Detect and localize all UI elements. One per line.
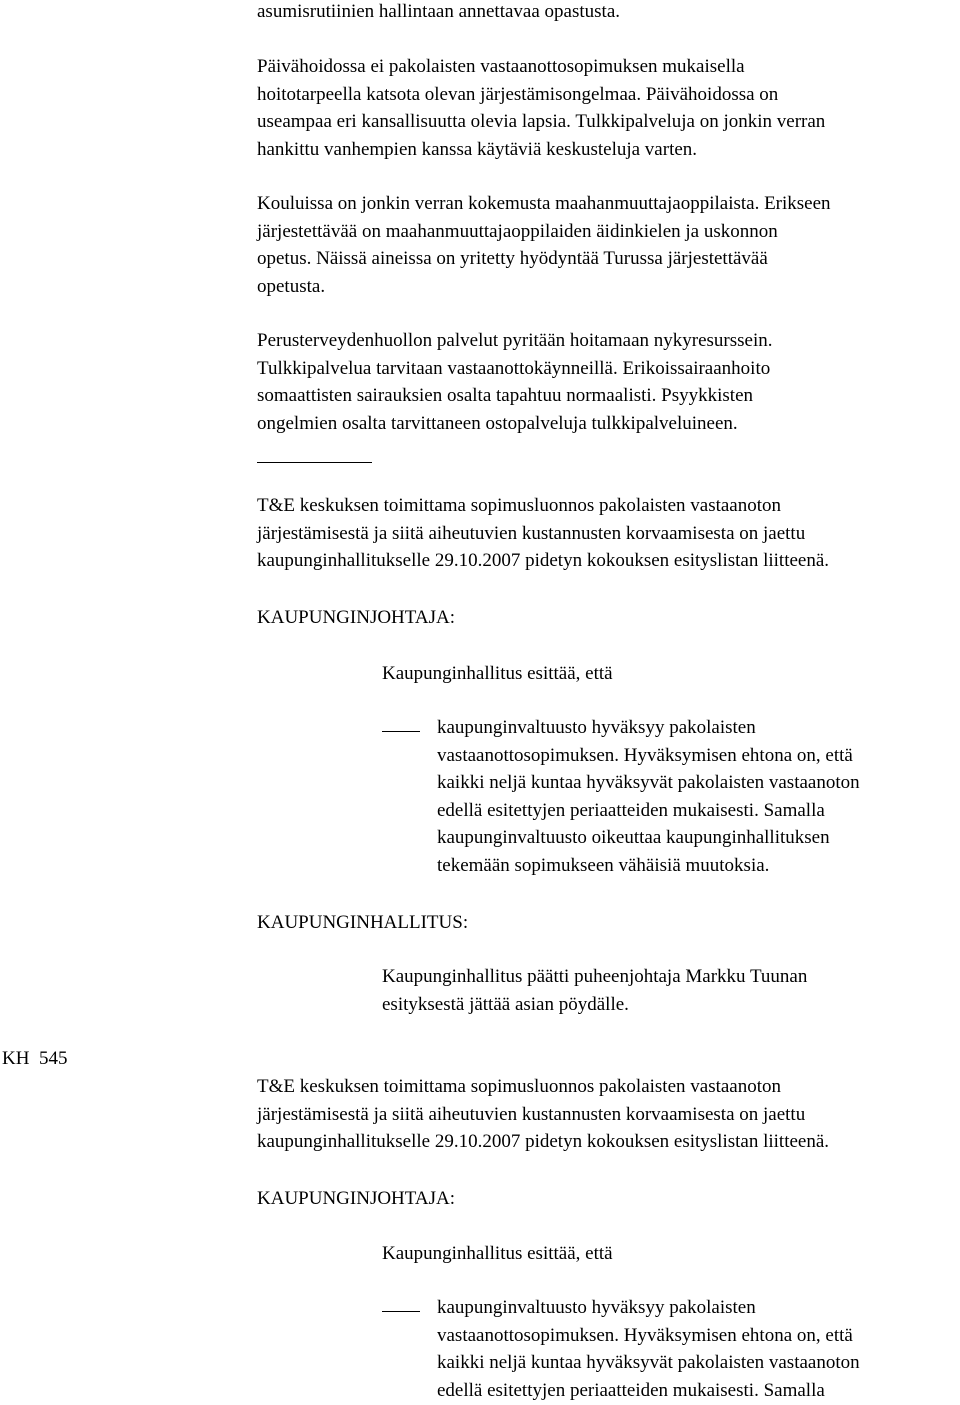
section-heading: KAUPUNGINHALLITUS:: [257, 912, 469, 933]
paragraph-line: hankittu vanhempien kanssa käytäviä keskusteluja varten.: [257, 138, 698, 160]
paragraph-line: Tulkkipalvelua tarvitaan vastaanottokäynneillä. Erikoissairaanhoito: [257, 357, 771, 379]
proposal-intro: Kaupunginhallitus esittää, että: [382, 663, 613, 684]
paragraph-line: järjestettävää on maahanmuuttajaoppilaiden äidinkielen ja uskonnon: [257, 220, 778, 242]
proposal-line: kaupunginvaltuusto oikeuttaa kaupunginhallituksen: [437, 827, 830, 848]
paragraph-line: järjestämisestä ja siitä aiheutuvien kustannusten korvaamisesta on jaettu: [257, 1103, 806, 1125]
paragraph-line: opetusta.: [257, 275, 326, 297]
proposal-intro: Kaupunginhallitus esittää, että: [382, 1243, 613, 1264]
decision-line: esityksestä jättää asian pöydälle.: [382, 993, 629, 1015]
proposal-line: tekemään sopimukseen vähäisiä muutoksia.: [437, 854, 770, 876]
paragraph-line: järjestämisestä ja siitä aiheutuvien kustannusten korvaamisesta on jaettu: [257, 522, 806, 544]
paragraph-line: T&E keskuksen toimittama sopimusluonnos pakolaisten vastaanoton: [257, 1076, 782, 1097]
proposal-line: kaupunginvaltuusto hyväksyy pakolaisten: [437, 717, 756, 738]
paragraph-line: kaupunginhallitukselle 29.10.2007 pidetyn kokouksen esityslistan liitteenä.: [257, 1131, 830, 1152]
paragraph-line: useampaa eri kansallisuutta olevia lapsia. Tulkkipalveluja on jonkin verran: [257, 111, 826, 132]
paragraph-line: T&E keskuksen toimittama sopimusluonnos pakolaisten vastaanoton: [257, 495, 782, 516]
paragraph-line: hoitotarpeella katsota olevan järjestämisongelmaa. Päivähoidossa on: [257, 83, 779, 105]
proposal-line: edellä esitettyjen periaatteiden mukaisesti. Samalla: [437, 1379, 825, 1401]
dash-bullet: [382, 731, 420, 732]
dash-bullet: [382, 1311, 420, 1312]
paragraph-line: ongelmien osalta tarvittaneen ostopalveluja tulkkipalveluineen.: [257, 412, 738, 434]
proposal-line: vastaanottosopimuksen. Hyväksymisen ehtona on, että: [437, 1324, 853, 1346]
paragraph-line: asumisrutiinien hallintaan annettavaa opastusta.: [257, 1, 621, 22]
decision-line: Kaupunginhallitus päätti puheenjohtaja Markku Tuunan: [382, 966, 808, 987]
section-heading: KAUPUNGINJOHTAJA:: [257, 1188, 455, 1209]
proposal-line: edellä esitettyjen periaatteiden mukaisesti. Samalla: [437, 799, 825, 821]
section-number: KH 545: [2, 1048, 68, 1069]
paragraph-line: Päivähoidossa ei pakolaisten vastaanottosopimuksen mukaisella: [257, 56, 745, 77]
paragraph-line: somaattisten sairauksien osalta tapahtuu normaalisti. Psyykkisten: [257, 385, 754, 406]
proposal-line: kaikki neljä kuntaa hyväksyvät pakolaisten vastaanoton: [437, 1352, 860, 1373]
proposal-line: kaupunginvaltuusto hyväksyy pakolaisten: [437, 1297, 756, 1318]
proposal-line: vastaanottosopimuksen. Hyväksymisen ehtona on, että: [437, 744, 853, 766]
proposal-line: kaikki neljä kuntaa hyväksyvät pakolaisten vastaanoton: [437, 772, 860, 793]
section-heading: KAUPUNGINJOHTAJA:: [257, 607, 455, 628]
separator-rule: [257, 462, 372, 463]
paragraph-line: Kouluissa on jonkin verran kokemusta maahanmuuttajaoppilaista. Erikseen: [257, 193, 831, 214]
paragraph-line: kaupunginhallitukselle 29.10.2007 pidetyn kokouksen esityslistan liitteenä.: [257, 550, 830, 571]
paragraph-line: Perusterveydenhuollon palvelut pyritään hoitamaan nykyresurssein.: [257, 330, 773, 351]
paragraph-line: opetus. Näissä aineissa on yritetty hyödyntää Turussa järjestettävää: [257, 248, 768, 269]
